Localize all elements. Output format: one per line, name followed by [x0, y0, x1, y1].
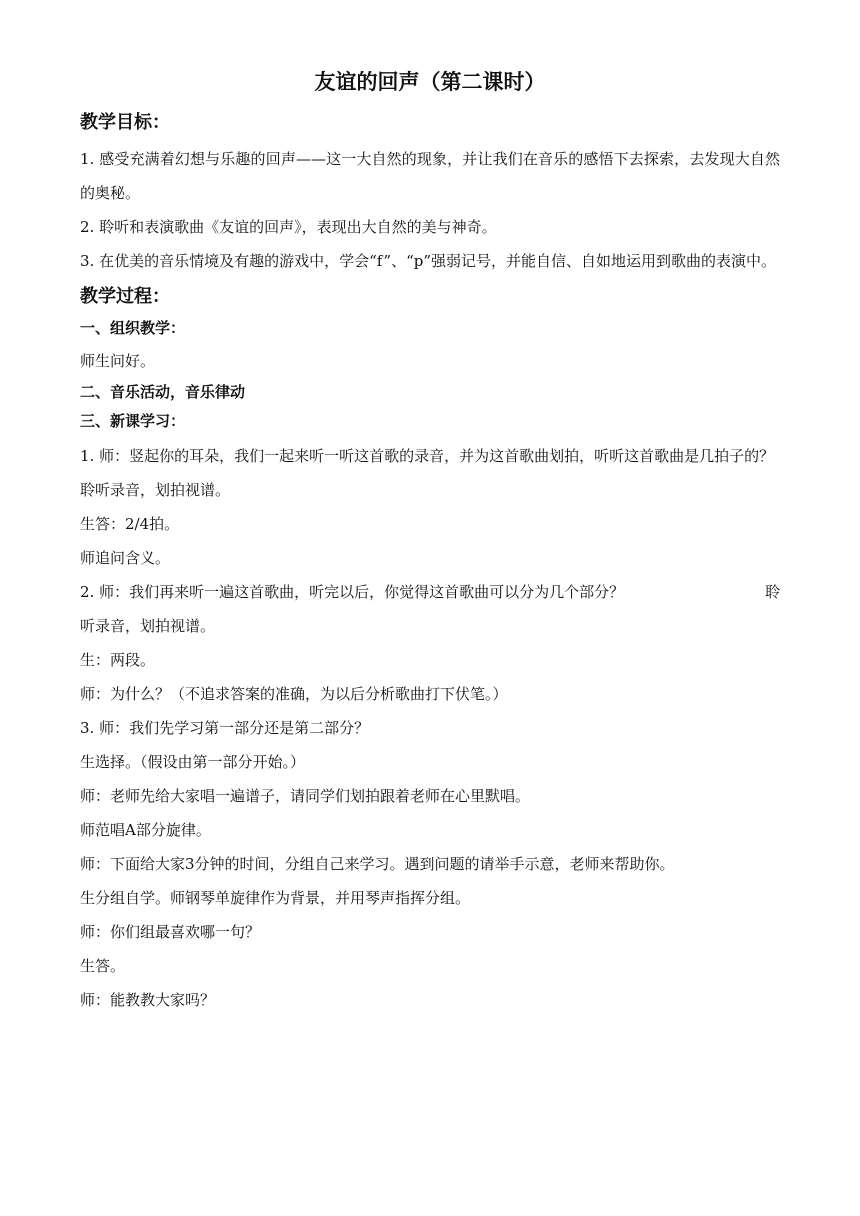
process-line-end: 聆 — [764, 583, 780, 601]
part1-heading: 一、组织教学： — [80, 319, 186, 337]
objective-item: 2. 聆听和表演歌曲《友谊的回声》，表现出大自然的美与神奇。 — [80, 218, 497, 236]
process-line — [80, 575, 780, 609]
process-line: 生答：2/4拍。 — [80, 515, 180, 533]
process-line: 生：两段。 — [80, 651, 156, 669]
process-line: 3. 师：我们先学习第一部分还是第二部分？ — [80, 719, 370, 737]
process-line: 师：能教教大家吗？ — [80, 991, 216, 1009]
process-heading: 教学过程： — [80, 286, 170, 307]
process-line: 1. 师：竖起你的耳朵，我们一起来听一听这首歌的录音，并为这首歌曲划拍，听听这首歌曲是几拍子的？ — [80, 447, 775, 465]
part1-text: 师生问好。 — [80, 352, 156, 370]
process-line: 师追问含义。 — [80, 549, 171, 567]
process-line: 师：老师先给大家唱一遍谱子，请同学们划拍跟着老师在心里默唱。 — [80, 787, 531, 805]
process-line-main: 2. 师：我们再来听一遍这首歌曲，听完以后，你觉得这首歌曲可以分为几个部分？ — [80, 583, 625, 601]
process-line: 生选择。（假设由第一部分开始。） — [80, 753, 306, 771]
process-line: 师：你们组最喜欢哪一句？ — [80, 923, 261, 941]
process-line: 师：下面给大家3分钟的时间，分组自己来学习。遇到问题的请举手示意，老师来帮助你。 — [80, 855, 675, 873]
objective-item: 1. 感受充满着幻想与乐趣的回声——这一大自然的现象，并让我们在音乐的感悟下去探索，去发现大自然的奥秘。 — [80, 150, 780, 202]
process-line: 聆听录音，划拍视谱。 — [80, 481, 231, 499]
process-line: 师：为什么？（不追求答案的准确，为以后分析歌曲打下伏笔。） — [80, 685, 508, 703]
objectives-heading: 教学目标： — [80, 112, 170, 133]
document-title: 友谊的回声（第二课时） — [314, 70, 546, 94]
process-line: 生答。 — [80, 957, 126, 975]
part3-heading: 三、新课学习： — [80, 412, 186, 430]
process-line: 生分组自学。师钢琴单旋律作为背景，并用琴声指挥分组。 — [80, 889, 471, 907]
process-line: 听录音，划拍视谱。 — [80, 617, 216, 635]
objective-item: 3. 在优美的音乐情境及有趣的游戏中，学会“f”、“p”强弱记号，并能自信、自如地运用到歌曲的表演中。 — [80, 252, 777, 270]
process-line: 师范唱A部分旋律。 — [80, 821, 211, 839]
part2-heading: 二、音乐活动，音乐律动 — [80, 383, 246, 401]
